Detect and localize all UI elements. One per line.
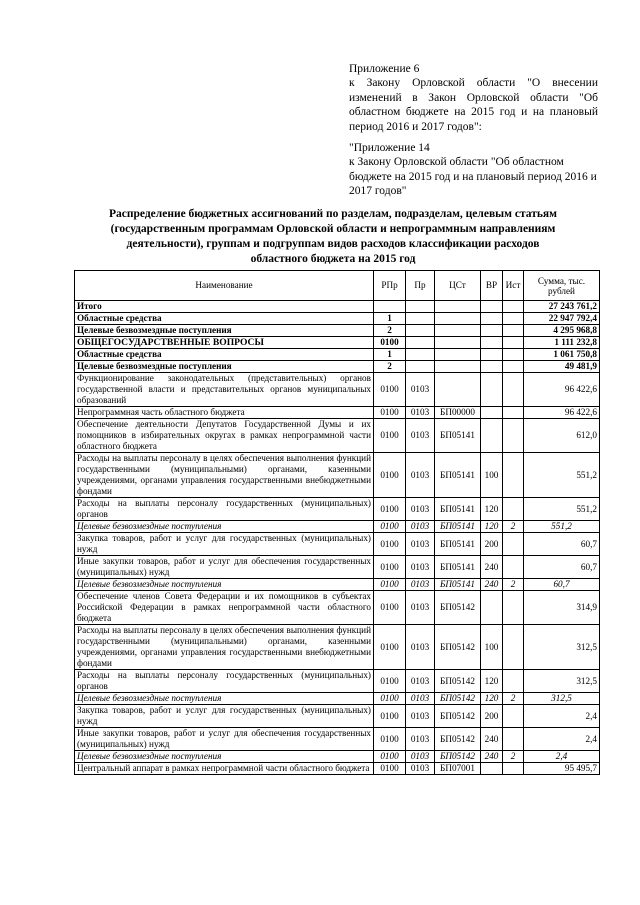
cell-name: Расходы на выплаты персоналу государственных (муниципальных) органов — [75, 498, 374, 521]
cell-cst: БП05141 — [435, 453, 481, 498]
cell-pr: 0103 — [406, 625, 435, 670]
header-sum: Сумма, тыс. рублей — [524, 271, 600, 301]
cell-cst: БП05141 — [435, 533, 481, 556]
cell-ist — [503, 325, 524, 337]
document-title: Распределение бюджетных ассигнований по разделам, подразделам, целевым статьям (государственным программам Орловской области и непрограммным направлениям деятельности), группам и подгруппам видов расходов классификации расходов областного бюджета на 2015 год — [108, 208, 557, 265]
cell-pr: 0103 — [406, 373, 435, 407]
cell-pr: 0103 — [406, 407, 435, 419]
table-row — [75, 728, 600, 751]
cell-rpr — [374, 301, 406, 313]
table-row — [75, 670, 600, 693]
cell-vr: 240 — [481, 728, 503, 751]
cell-pr — [406, 337, 435, 349]
cell-sum: 312,5 — [524, 693, 600, 705]
appendix-14-text: к Закону Орловской области "Об областном бюджете на 2015 год и на плановый период 2016 и 2017 годов" — [349, 156, 597, 198]
cell-cst: БП05141 — [435, 579, 481, 591]
cell-ist — [503, 407, 524, 419]
table-row — [75, 693, 600, 705]
cell-rpr: 0100 — [374, 670, 406, 693]
appendix-6-block — [349, 62, 598, 134]
cell-vr — [481, 419, 503, 453]
cell-sum: 60,7 — [524, 579, 600, 591]
appendix-14-block — [349, 141, 598, 199]
table-row — [75, 579, 600, 591]
cell-cst — [435, 361, 481, 373]
header-rpr: РПр — [374, 271, 406, 301]
cell-name: Целевые безвозмездные поступления — [75, 693, 374, 705]
cell-sum: 2,4 — [524, 705, 600, 728]
cell-vr — [481, 337, 503, 349]
table-row — [75, 705, 600, 728]
cell-vr — [481, 591, 503, 625]
cell-rpr: 0100 — [374, 579, 406, 591]
cell-rpr: 2 — [374, 361, 406, 373]
budget-table — [74, 270, 600, 775]
cell-vr: 100 — [481, 625, 503, 670]
header-ist: Ист — [503, 271, 524, 301]
cell-ist — [503, 670, 524, 693]
cell-ist — [503, 301, 524, 313]
cell-ist — [503, 419, 524, 453]
cell-sum: 2,4 — [524, 751, 600, 763]
cell-cst: БП05142 — [435, 751, 481, 763]
cell-ist — [503, 453, 524, 498]
cell-cst: БП05142 — [435, 705, 481, 728]
cell-vr — [481, 325, 503, 337]
cell-vr — [481, 373, 503, 407]
table-row — [75, 349, 600, 361]
cell-name: Целевые безвозмездные поступления — [75, 579, 374, 591]
header-cst: ЦСт — [435, 271, 481, 301]
cell-vr — [481, 763, 503, 775]
cell-cst — [435, 349, 481, 361]
cell-name: Непрограммная часть областного бюджета — [75, 407, 374, 419]
cell-ist: 2 — [503, 693, 524, 705]
cell-ist — [503, 361, 524, 373]
cell-rpr: 0100 — [374, 407, 406, 419]
cell-cst: БП05142 — [435, 591, 481, 625]
cell-vr — [481, 301, 503, 313]
table-row — [75, 419, 600, 453]
cell-vr: 100 — [481, 453, 503, 498]
table-row — [75, 498, 600, 521]
cell-rpr: 0100 — [374, 591, 406, 625]
cell-ist — [503, 349, 524, 361]
cell-sum: 2,4 — [524, 728, 600, 751]
cell-vr: 240 — [481, 579, 503, 591]
cell-rpr: 0100 — [374, 693, 406, 705]
cell-vr — [481, 313, 503, 325]
cell-name: Иные закупки товаров, работ и услуг для обеспечения государственных (муниципальных) нужд — [75, 556, 374, 579]
table-row — [75, 751, 600, 763]
cell-sum: 95 495,7 — [524, 763, 600, 775]
table-row — [75, 373, 600, 407]
cell-ist — [503, 625, 524, 670]
cell-pr — [406, 361, 435, 373]
cell-rpr: 0100 — [374, 751, 406, 763]
cell-pr: 0103 — [406, 693, 435, 705]
cell-pr: 0103 — [406, 579, 435, 591]
cell-rpr: 0100 — [374, 337, 406, 349]
cell-pr — [406, 313, 435, 325]
cell-name: Обеспечение членов Совета Федерации и их помощников в субъектах Российской Федерации в рамках непрограммной части областного бюджета — [75, 591, 374, 625]
cell-ist: 2 — [503, 751, 524, 763]
table-header-row — [75, 271, 600, 301]
cell-rpr: 1 — [374, 313, 406, 325]
cell-sum: 4 295 968,8 — [524, 325, 600, 337]
cell-ist: 2 — [503, 521, 524, 533]
cell-cst — [435, 313, 481, 325]
cell-vr — [481, 361, 503, 373]
cell-rpr: 0100 — [374, 498, 406, 521]
cell-ist — [503, 533, 524, 556]
table-row — [75, 591, 600, 625]
cell-pr: 0103 — [406, 705, 435, 728]
cell-rpr: 0100 — [374, 763, 406, 775]
cell-cst: БП05142 — [435, 728, 481, 751]
cell-name: Областные средства — [75, 349, 374, 361]
cell-sum: 96 422,6 — [524, 373, 600, 407]
cell-vr: 240 — [481, 556, 503, 579]
cell-cst: БП05141 — [435, 498, 481, 521]
cell-name: Обеспечение деятельности Депутатов Государственной Думы и их помощников в избирательных округах в рамках непрограммной части областного бюджета — [75, 419, 374, 453]
cell-ist — [503, 337, 524, 349]
cell-pr: 0103 — [406, 533, 435, 556]
cell-name: Закупка товаров, работ и услуг для государственных (муниципальных) нужд — [75, 705, 374, 728]
table-row — [75, 521, 600, 533]
cell-name: Итого — [75, 301, 374, 313]
cell-name: Целевые безвозмездные поступления — [75, 521, 374, 533]
table-row — [75, 361, 600, 373]
cell-rpr: 0100 — [374, 533, 406, 556]
cell-pr: 0103 — [406, 453, 435, 498]
cell-ist — [503, 591, 524, 625]
cell-ist — [503, 728, 524, 751]
cell-cst — [435, 337, 481, 349]
appendix-6-heading: Приложение 6 — [349, 63, 420, 75]
cell-cst: БП07001 — [435, 763, 481, 775]
cell-vr: 120 — [481, 521, 503, 533]
table-row — [75, 556, 600, 579]
cell-cst — [435, 325, 481, 337]
header-pr: Пр — [406, 271, 435, 301]
cell-pr: 0103 — [406, 591, 435, 625]
cell-sum: 312,5 — [524, 625, 600, 670]
cell-cst — [435, 301, 481, 313]
cell-pr: 0103 — [406, 751, 435, 763]
cell-sum: 27 243 761,2 — [524, 301, 600, 313]
cell-vr: 200 — [481, 705, 503, 728]
cell-name: Расходы на выплаты персоналу государственных (муниципальных) органов — [75, 670, 374, 693]
cell-sum: 1 111 232,8 — [524, 337, 600, 349]
cell-name: Целевые безвозмездные поступления — [75, 325, 374, 337]
cell-pr: 0103 — [406, 556, 435, 579]
cell-vr: 240 — [481, 751, 503, 763]
cell-name: Целевые безвозмездные поступления — [75, 751, 374, 763]
cell-cst: БП00000 — [435, 407, 481, 419]
table-row — [75, 533, 600, 556]
cell-pr — [406, 325, 435, 337]
cell-sum: 96 422,6 — [524, 407, 600, 419]
cell-rpr: 0100 — [374, 705, 406, 728]
table-row — [75, 407, 600, 419]
cell-rpr: 0100 — [374, 625, 406, 670]
cell-vr: 200 — [481, 533, 503, 556]
table-row — [75, 625, 600, 670]
cell-rpr: 0100 — [374, 728, 406, 751]
cell-ist — [503, 763, 524, 775]
cell-ist — [503, 313, 524, 325]
header-vr: ВР — [481, 271, 503, 301]
cell-cst: БП05141 — [435, 521, 481, 533]
cell-name: Целевые безвозмездные поступления — [75, 361, 374, 373]
table-row — [75, 301, 600, 313]
cell-cst: БП05141 — [435, 556, 481, 579]
cell-rpr: 0100 — [374, 521, 406, 533]
header-name: Наименование — [75, 271, 374, 301]
cell-cst: БП05142 — [435, 625, 481, 670]
table-row — [75, 325, 600, 337]
table-row — [75, 337, 600, 349]
cell-pr: 0103 — [406, 763, 435, 775]
cell-vr: 120 — [481, 498, 503, 521]
cell-sum: 60,7 — [524, 556, 600, 579]
cell-sum: 612,0 — [524, 419, 600, 453]
cell-pr — [406, 301, 435, 313]
cell-rpr: 0100 — [374, 373, 406, 407]
cell-rpr: 2 — [374, 325, 406, 337]
cell-pr: 0103 — [406, 670, 435, 693]
cell-pr: 0103 — [406, 498, 435, 521]
cell-pr: 0103 — [406, 419, 435, 453]
cell-name: Центральный аппарат в рамках непрограммной части областного бюджета — [75, 763, 374, 775]
cell-name: Областные средства — [75, 313, 374, 325]
cell-vr — [481, 349, 503, 361]
cell-vr: 120 — [481, 693, 503, 705]
cell-sum: 49 481,9 — [524, 361, 600, 373]
cell-name: Иные закупки товаров, работ и услуг для обеспечения государственных (муниципальных) нужд — [75, 728, 374, 751]
cell-name: Закупка товаров, работ и услуг для государственных (муниципальных) нужд — [75, 533, 374, 556]
cell-pr — [406, 349, 435, 361]
cell-pr: 0103 — [406, 728, 435, 751]
table-row — [75, 313, 600, 325]
cell-ist — [503, 705, 524, 728]
cell-cst — [435, 373, 481, 407]
table-row — [75, 453, 600, 498]
cell-ist: 2 — [503, 579, 524, 591]
cell-name: Расходы на выплаты персоналу в целях обеспечения выполнения функций государственными (муниципальными) органами, казенными учреждениями, органами управления государственными внебюджетными фондами — [75, 625, 374, 670]
cell-sum: 551,2 — [524, 521, 600, 533]
cell-rpr: 1 — [374, 349, 406, 361]
cell-pr: 0103 — [406, 521, 435, 533]
cell-cst: БП05141 — [435, 419, 481, 453]
cell-rpr: 0100 — [374, 453, 406, 498]
cell-name: Расходы на выплаты персоналу в целях обеспечения выполнения функций государственными (муниципальными) органами, казенными учреждениями, органами управления государственными внебюджетными фондами — [75, 453, 374, 498]
cell-cst: БП05142 — [435, 693, 481, 705]
cell-ist — [503, 498, 524, 521]
cell-sum: 314,9 — [524, 591, 600, 625]
appendix-14-heading: "Приложение 14 — [349, 142, 430, 154]
table-row — [75, 763, 600, 775]
cell-sum: 312,5 — [524, 670, 600, 693]
cell-name: ОБЩЕГОСУДАРСТВЕННЫЕ ВОПРОСЫ — [75, 337, 374, 349]
cell-vr: 120 — [481, 670, 503, 693]
table-body — [75, 301, 600, 775]
cell-sum: 22 947 792,4 — [524, 313, 600, 325]
cell-cst: БП05142 — [435, 670, 481, 693]
cell-sum: 60,7 — [524, 533, 600, 556]
cell-rpr: 0100 — [374, 556, 406, 579]
cell-vr — [481, 407, 503, 419]
cell-ist — [503, 556, 524, 579]
cell-sum: 1 061 750,8 — [524, 349, 600, 361]
cell-name: Функционирование законодательных (представительных) органов государственной власти и представительных органов муниципальных образований — [75, 373, 374, 407]
cell-sum: 551,2 — [524, 453, 600, 498]
cell-ist — [503, 373, 524, 407]
cell-rpr: 0100 — [374, 419, 406, 453]
appendix-6-text: к Закону Орловской области "О внесении изменений в Закон Орловской области "Об областном бюджете на 2015 год и на плановый период 2016 и 2017 годов": — [349, 77, 598, 133]
cell-sum: 551,2 — [524, 498, 600, 521]
